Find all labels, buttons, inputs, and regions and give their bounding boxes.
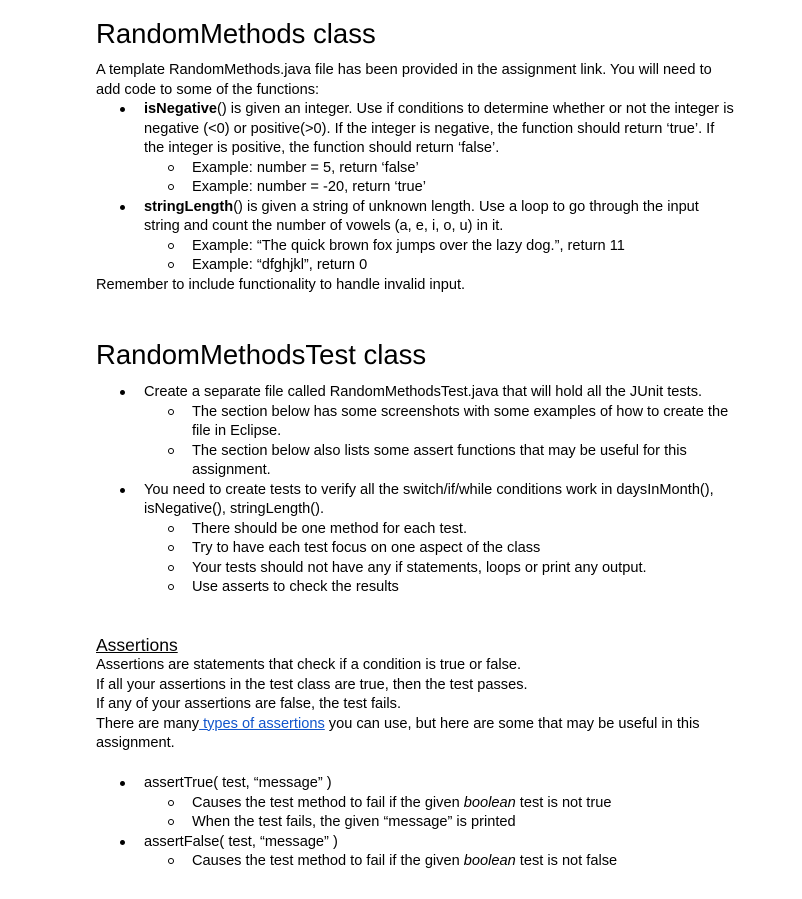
subheading-assertions: Assertions bbox=[96, 635, 178, 655]
randommethods-section bbox=[96, 61, 736, 295]
emphasis-text: boolean bbox=[463, 853, 516, 869]
test-list bbox=[96, 383, 736, 598]
assert-list bbox=[96, 774, 736, 872]
sub-item: The section below also lists some assert functions that may be useful for this assignment. bbox=[96, 442, 736, 481]
text-span: There are many bbox=[96, 715, 200, 732]
sub-item: When the test fails, the given “message” is printed bbox=[96, 813, 736, 833]
sub-item: Use asserts to check the results bbox=[96, 578, 736, 598]
intro-paragraph: A template RandomMethods.java file has been provided in the assignment link. You will need to add code to some of the functions: bbox=[96, 62, 712, 98]
section-title-randommethodstest: RandomMethodsTest class bbox=[96, 339, 427, 370]
list-item-asserttrue: assertTrue( test, “message” ) bbox=[96, 774, 736, 794]
sub-item: Try to have each test focus on one aspect of the class bbox=[96, 539, 736, 559]
text-span: you can use, but here are some that may be useful in this assignment. bbox=[96, 715, 700, 751]
function-description: () is given a string of unknown length. Use a loop to go through the input string and count the number of vowels (a, e, i, o, u) in it. bbox=[144, 198, 699, 234]
function-name: stringLength bbox=[144, 198, 234, 215]
assertions-types-paragraph bbox=[96, 715, 736, 754]
text-span: Causes the test method to fail if the given bbox=[192, 794, 464, 811]
assertions-line: Assertions are statements that check if a condition is true or false. bbox=[96, 657, 522, 673]
list-item-stringlength bbox=[96, 198, 736, 237]
text-span: Causes the test method to fail if the given bbox=[192, 853, 464, 869]
types-of-assertions-link[interactable]: types of assertions bbox=[199, 715, 325, 732]
assertions-line: If all your assertions in the test class are true, then the test passes. bbox=[96, 676, 528, 693]
section-title-randommethods: RandomMethods class bbox=[96, 18, 376, 49]
sub-item: There should be one method for each test. bbox=[96, 520, 736, 540]
text-span: test is not false bbox=[515, 853, 618, 869]
assertions-line: If any of your assertions are false, the test fails. bbox=[96, 696, 401, 712]
sub-item bbox=[96, 852, 736, 872]
list-item-assertfalse: assertFalse( test, “message” ) bbox=[96, 833, 736, 853]
sub-item: The section below has some screenshots with some examples of how to create the file in Eclipse. bbox=[96, 403, 736, 442]
sub-item: Your tests should not have any if statements, loops or print any output. bbox=[96, 559, 736, 579]
example-item: Example: “The quick brown fox jumps over the lazy dog.”, return 11 bbox=[96, 237, 736, 257]
list-item: Create a separate file called RandomMethodsTest.java that will hold all the JUnit tests. bbox=[96, 383, 736, 403]
sub-item bbox=[96, 794, 736, 814]
function-name: isNegative bbox=[144, 101, 218, 117]
text-span: test is not true bbox=[515, 794, 612, 811]
example-item: Example: number = 5, return ‘false’ bbox=[96, 159, 736, 179]
example-item: Example: number = -20, return ‘true’ bbox=[96, 178, 736, 198]
function-list bbox=[96, 100, 736, 276]
emphasis-text: boolean bbox=[463, 794, 516, 811]
assertions-section bbox=[96, 634, 736, 754]
list-item: You need to create tests to verify all the switch/if/while conditions work in daysInMonth(), isNegative(), stringLength(). bbox=[96, 481, 736, 520]
randommethodstest-section bbox=[96, 383, 736, 598]
list-item-isnegative bbox=[96, 100, 736, 159]
assert-functions bbox=[96, 774, 736, 872]
example-item: Example: “dfghjkl”, return 0 bbox=[96, 256, 736, 276]
footer-note: Remember to include functionality to handle invalid input. bbox=[96, 276, 466, 293]
function-description: () is given an integer. Use if conditions to determine whether or not the integer is negative (<0) or positive(>0). If the integer is negative, the function should return ‘true’. If the integer is positive, the function should return ‘false’. bbox=[144, 101, 734, 156]
